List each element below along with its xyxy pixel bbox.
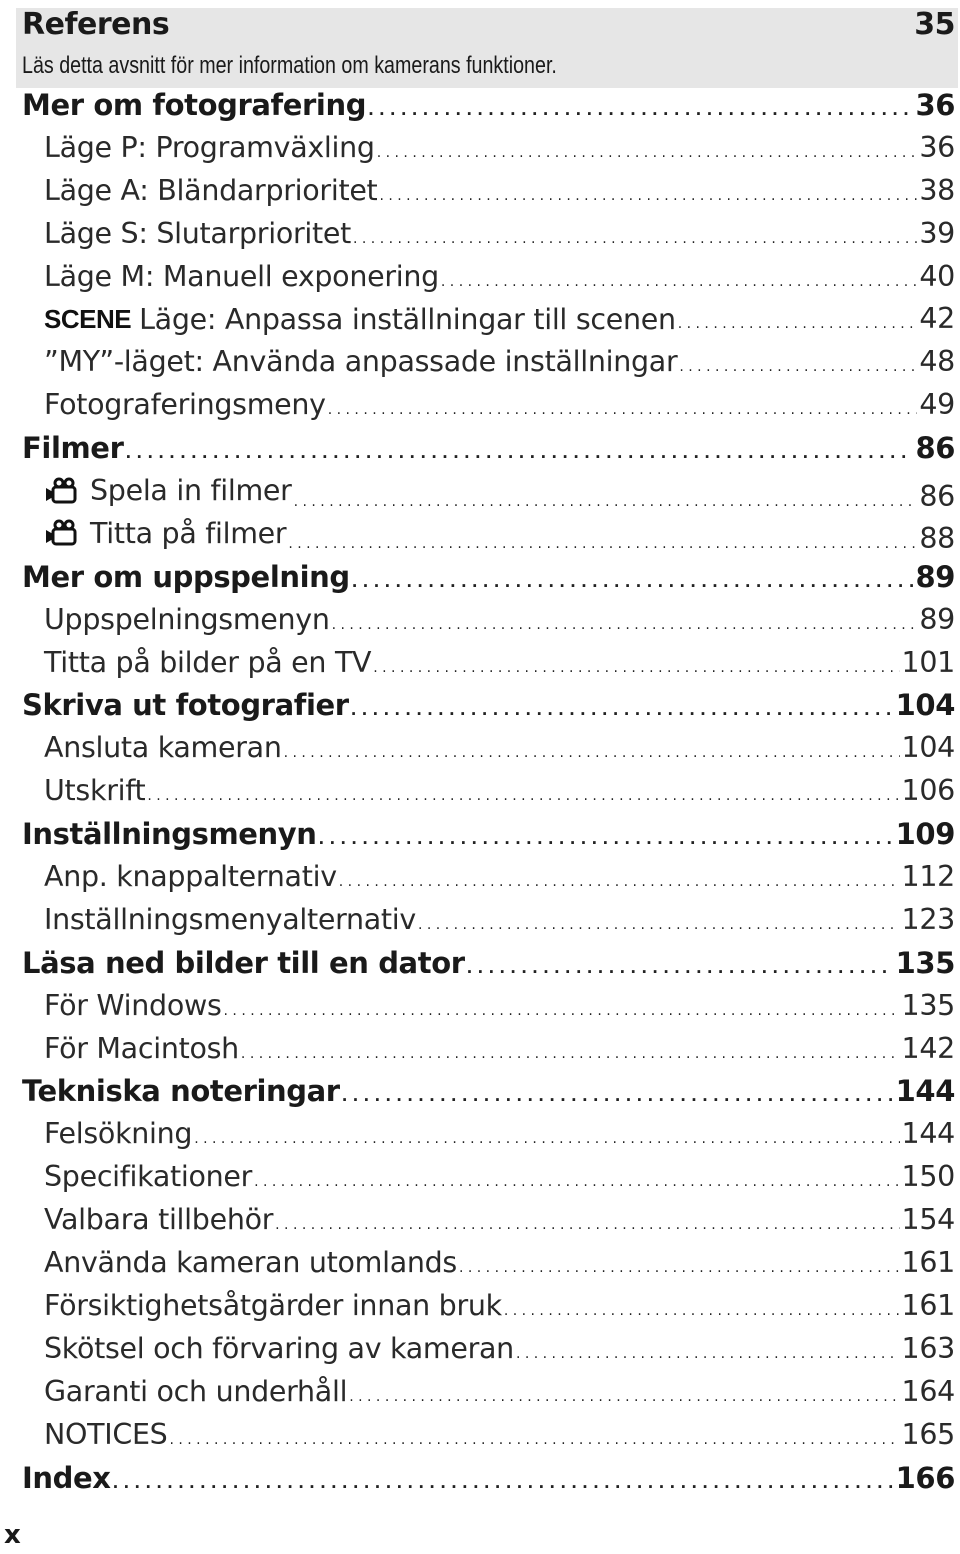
toc-label: Mer om fotografering	[22, 88, 367, 122]
dot-leader	[147, 788, 899, 804]
dot-leader	[351, 701, 894, 719]
toc-entry[interactable]	[22, 1246, 955, 1289]
dot-leader	[352, 573, 914, 591]
toc-page-number: 36	[915, 88, 955, 122]
toc-chapter[interactable]	[22, 946, 955, 989]
toc-page-number: 142	[901, 1031, 955, 1065]
toc-page-number: 135	[901, 988, 955, 1022]
toc-page-number: 104	[901, 731, 955, 765]
toc-label-group	[44, 1117, 192, 1150]
toc-label-group	[44, 517, 286, 550]
toc-entry[interactable]	[22, 388, 955, 431]
toc-page-number: 86	[919, 479, 955, 513]
dot-leader	[342, 1087, 894, 1105]
toc-chapter[interactable]	[22, 431, 955, 474]
toc-label-group	[44, 1418, 167, 1451]
toc-label: Inställningsmenyn	[22, 817, 317, 852]
toc-label: Tekniska noteringar	[22, 1074, 340, 1109]
toc-label: Specifikationer	[44, 1160, 253, 1194]
dot-leader	[459, 1260, 900, 1276]
toc-page-number: 86	[915, 431, 955, 466]
toc-label-group	[44, 1160, 252, 1193]
toc-label: För Macintosh	[44, 1031, 239, 1065]
dot-leader	[467, 959, 894, 977]
toc-page-number: 144	[901, 1117, 955, 1151]
dot-leader	[288, 536, 917, 552]
toc-label: Valbara tillbehör	[44, 1203, 274, 1237]
toc-label: Index	[22, 1460, 111, 1495]
toc-label: Felsökning	[44, 1117, 193, 1151]
toc-page-number: 163	[901, 1331, 955, 1365]
toc-entry[interactable]	[22, 1117, 955, 1160]
dot-leader	[224, 1003, 900, 1019]
toc-label-group	[44, 1203, 273, 1236]
toc-page-number: 144	[895, 1074, 955, 1109]
toc-entry[interactable]	[22, 474, 955, 517]
dot-leader	[418, 917, 900, 933]
toc-entry[interactable]	[22, 174, 955, 217]
scene-mode-label: SCENE	[44, 304, 132, 335]
toc-entry[interactable]	[22, 1418, 955, 1461]
toc-entry[interactable]	[22, 903, 955, 946]
toc-label-group	[44, 774, 145, 807]
section-description: Läs detta avsnitt för mer information om kamerans funktioner.	[22, 52, 557, 79]
toc-entry[interactable]	[22, 860, 955, 903]
toc-entry[interactable]	[22, 217, 955, 260]
toc-label-group	[22, 817, 317, 851]
toc-label: Spela in filmer	[90, 474, 292, 508]
toc-label-group	[44, 1289, 502, 1322]
toc-label: NOTICES	[44, 1417, 168, 1451]
dot-leader	[319, 830, 894, 848]
toc-label-group	[22, 88, 366, 122]
toc-entry[interactable]	[22, 260, 955, 303]
toc-page-number: 89	[915, 559, 955, 594]
toc-label-group	[44, 260, 439, 293]
toc-label-group	[44, 989, 222, 1022]
toc-label-group	[44, 603, 330, 636]
toc-label: Ansluta kameran	[44, 731, 282, 765]
toc-label-group	[44, 646, 371, 679]
toc-label-group	[22, 946, 465, 980]
toc-label-group	[44, 1032, 239, 1065]
toc-label: Skriva ut fotografier	[22, 688, 349, 723]
toc-label: Läge S: Slutarprioritet	[44, 216, 351, 250]
toc-entry[interactable]	[22, 131, 955, 174]
dot-leader	[377, 145, 918, 161]
toc-label-group	[44, 903, 416, 936]
toc-label: Titta på bilder på en TV	[44, 645, 372, 679]
toc-page-number: 166	[895, 1460, 955, 1495]
toc-label: Utskrift	[44, 774, 146, 808]
toc-label-group	[22, 560, 350, 594]
folio: x	[4, 1520, 21, 1550]
toc-label-group	[44, 131, 375, 164]
dot-leader	[284, 745, 900, 761]
toc-page-number: 89	[919, 602, 955, 636]
toc-page-number: 40	[919, 259, 955, 293]
toc-page-number: 49	[919, 388, 955, 422]
dot-leader	[353, 231, 917, 247]
dot-leader	[254, 1174, 899, 1190]
toc-chapter[interactable]	[22, 817, 955, 860]
toc-entry[interactable]	[22, 1032, 955, 1075]
dot-leader	[379, 188, 917, 204]
toc-page-number: 38	[919, 173, 955, 207]
toc-entry[interactable]	[22, 517, 955, 560]
toc-label-group	[44, 217, 351, 250]
toc-page-number: 48	[919, 345, 955, 379]
dot-leader	[504, 1303, 900, 1319]
dot-leader	[373, 660, 899, 676]
toc-entry[interactable]	[22, 345, 955, 388]
toc-page-number: 109	[895, 817, 955, 852]
toc-entry[interactable]	[22, 989, 955, 1032]
dot-leader	[441, 274, 917, 290]
table-of-contents	[22, 88, 955, 1503]
toc-label: Uppspelningsmenyn	[44, 602, 330, 636]
dot-leader	[679, 359, 917, 375]
toc-entry[interactable]	[22, 1160, 955, 1203]
dot-leader	[125, 444, 913, 462]
toc-entry[interactable]	[22, 1375, 955, 1418]
toc-page-number: 104	[895, 688, 955, 723]
section-title: Referens	[22, 7, 170, 42]
toc-page-number: 165	[901, 1417, 955, 1451]
toc-label: Läge M: Manuell exponering	[44, 259, 439, 293]
dot-leader	[241, 1046, 900, 1062]
toc-label-group	[44, 303, 676, 336]
toc-label-group	[44, 388, 326, 421]
toc-page-number: 164	[901, 1374, 955, 1408]
toc-label: Läge A: Bländarprioritet	[44, 173, 378, 207]
toc-label-group	[22, 688, 349, 722]
toc-page-number: 88	[919, 522, 955, 556]
toc-chapter[interactable]	[22, 1461, 955, 1504]
toc-label: Fotograferingsmeny	[44, 388, 326, 422]
toc-label-group	[22, 1461, 111, 1495]
toc-label-group	[44, 474, 292, 507]
toc-label: För Windows	[44, 988, 222, 1022]
toc-label-group	[22, 431, 123, 465]
toc-entry[interactable]	[22, 646, 955, 689]
toc-label: Anp. knappalternativ	[44, 860, 337, 894]
toc-entry[interactable]	[22, 603, 955, 646]
toc-label-group	[44, 174, 377, 207]
dot-leader	[368, 101, 913, 119]
dot-leader	[194, 1131, 899, 1147]
toc-label: Titta på filmer	[90, 516, 287, 550]
toc-entry[interactable]	[22, 1332, 955, 1375]
toc-label: Försiktighetsåtgärder innan bruk	[44, 1288, 502, 1322]
dot-leader	[328, 402, 918, 418]
toc-entry[interactable]	[22, 1289, 955, 1332]
dot-leader	[169, 1432, 899, 1448]
dot-leader	[678, 316, 918, 332]
dot-leader	[275, 1217, 899, 1233]
toc-label-group	[22, 1074, 340, 1108]
toc-label-group	[44, 1332, 514, 1365]
toc-page-number: 150	[901, 1160, 955, 1194]
toc-chapter[interactable]	[22, 688, 955, 731]
toc-entry[interactable]	[22, 774, 955, 817]
toc-label: Mer om uppspelning	[22, 559, 350, 594]
dot-leader	[332, 617, 918, 633]
toc-chapter[interactable]	[22, 560, 955, 603]
toc-page-number: 123	[901, 902, 955, 936]
toc-page-number: 161	[901, 1288, 955, 1322]
toc-label: Läge: Anpassa inställningar till scenen	[139, 303, 676, 337]
toc-label-group	[44, 1375, 347, 1408]
toc-label-group	[44, 345, 677, 378]
dot-leader	[113, 1474, 894, 1492]
toc-label: Skötsel och förvaring av kameran	[44, 1331, 514, 1365]
toc-label-group	[44, 860, 337, 893]
dot-leader	[349, 1389, 899, 1405]
dot-leader	[339, 874, 900, 890]
toc-entry[interactable]	[22, 731, 955, 774]
toc-label-group	[44, 1246, 457, 1279]
dot-leader	[516, 1346, 900, 1362]
toc-page-number: 106	[901, 774, 955, 808]
toc-page-number: 135	[895, 945, 955, 980]
toc-chapter[interactable]	[22, 88, 955, 131]
toc-page-number: 36	[919, 130, 955, 164]
toc-page-number: 154	[901, 1203, 955, 1237]
movie-camera-icon	[44, 518, 78, 548]
toc-label: Läge P: Programväxling	[44, 130, 375, 164]
toc-page-number: 42	[919, 302, 955, 336]
toc-label: Inställningsmenyalternativ	[44, 902, 416, 936]
toc-label: Använda kameran utomlands	[44, 1246, 457, 1280]
toc-label: Läsa ned bilder till en dator	[22, 945, 465, 980]
section-header	[22, 7, 955, 42]
toc-label-group	[44, 731, 282, 764]
toc-page-number: 39	[919, 216, 955, 250]
toc-chapter[interactable]	[22, 1074, 955, 1117]
dot-leader	[294, 494, 918, 510]
toc-page-number: 161	[901, 1246, 955, 1280]
toc-page-number: 101	[901, 645, 955, 679]
movie-camera-icon	[44, 476, 78, 506]
toc-entry[interactable]	[22, 1203, 955, 1246]
toc-entry[interactable]	[22, 302, 955, 345]
toc-label: Garanti och underhåll	[44, 1374, 348, 1408]
toc-label: Filmer	[22, 431, 124, 466]
toc-page-number: 112	[901, 860, 955, 894]
section-page-number: 35	[914, 7, 955, 42]
toc-label: ”MY”-läget: Använda anpassade inställningar	[44, 345, 678, 379]
